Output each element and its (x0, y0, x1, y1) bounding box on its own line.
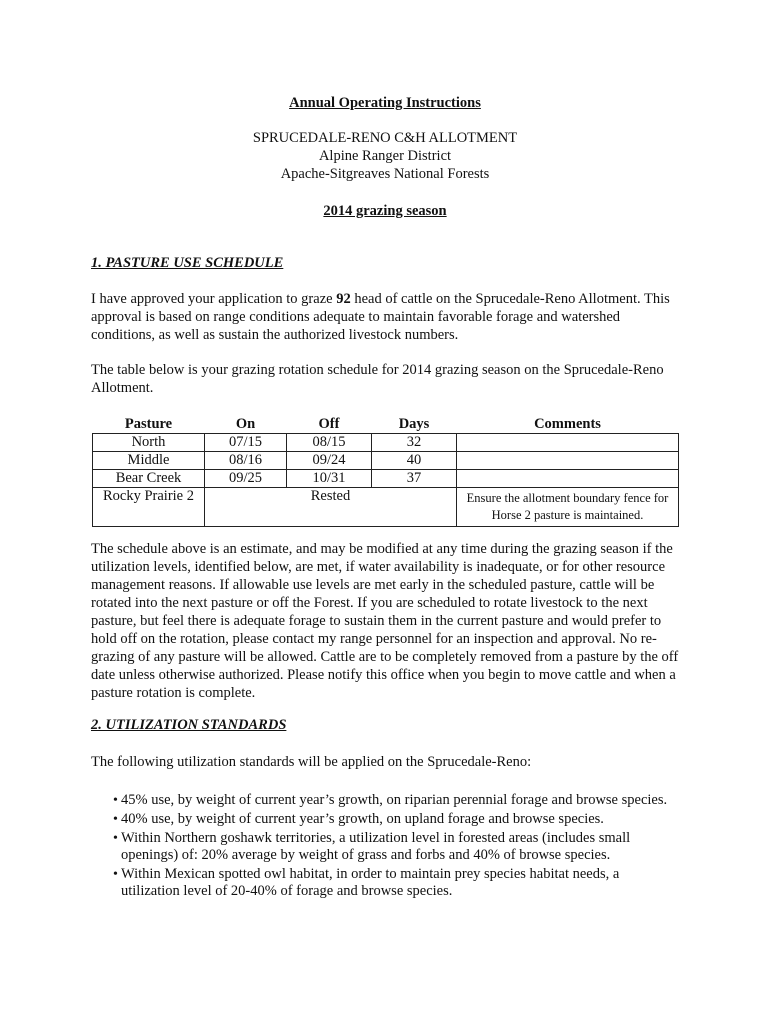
district-name: Alpine Ranger District (318, 148, 452, 164)
schedule-intro-paragraph: The table below is your grazing rotation schedule for 2014 grazing season on the Sprucedale-Reno Allotment. (91, 362, 664, 396)
list-item (91, 811, 681, 828)
cell-status-rested: Rested (205, 488, 457, 527)
header-on: On (235, 416, 256, 432)
season-title: 2014 grazing season (323, 203, 447, 219)
utilization-standards-list (91, 792, 681, 902)
table-row (93, 434, 679, 452)
allotment-name: SPRUCEDALE-RENO C&H ALLOTMENT (252, 130, 518, 146)
section2-heading: 2. UTILIZATION STANDARDS (91, 717, 287, 733)
cell-on: 07/15 (205, 434, 287, 452)
cell-pasture: North (93, 434, 205, 452)
approval-paragraph (91, 290, 687, 344)
section1-heading: 1. PASTURE USE SCHEDULE (91, 255, 284, 271)
document-title: Annual Operating Instructions (289, 95, 481, 111)
table-row (93, 452, 679, 470)
grazing-schedule-table (92, 414, 679, 527)
bullet-icon: • (113, 793, 118, 808)
header-off: Off (318, 416, 340, 432)
approval-text-start: I have approved your application to graze (91, 291, 337, 307)
list-item-text: 45% use, by weight of current year’s growth, on riparian perennial forage and browse species. (121, 792, 668, 808)
list-item (91, 830, 681, 864)
cell-days: 40 (372, 452, 457, 470)
forest-name: Apache-Sitgreaves National Forests (280, 166, 490, 182)
list-item-text: 40% use, by weight of current year’s growth, on upland forage and browse species. (121, 811, 604, 827)
utilization-intro: The following utilization standards will be applied on the Sprucedale-Reno: (91, 754, 532, 770)
approval-text-end: head of cattle on the Sprucedale-Reno Allotment. This approval is based on range conditions adequate to maintain favorable forage and watershed conditions, as well as sustain the authorized livestock numbers. (91, 291, 670, 343)
cell-comments (457, 434, 679, 452)
schedule-notes-paragraph: The schedule above is an estimate, and may be modified at any time during the grazing season if the utilization levels, identified below, are met, if water availability is inadequate, or for other resource management reasons. If allowable use levels are met early in the scheduled pasture, cattle will be rotated into the next pasture or off the Forest. If you are scheduled to rotate livestock to the next pasture, but feel there is adequate forage to sustain them in the current pasture and would prefer to hold off on the rotation, please contact my range personnel for an inspection and approval. No re-grazing of any pasture will be allowed. Cattle are to be completely removed from a pasture by the off date unless otherwise authorized. Please notify this office when you begin to move cattle and when a pasture rotation is complete. (91, 541, 679, 701)
header-comments: Comments (534, 416, 601, 432)
cell-days: 32 (372, 434, 457, 452)
list-item (91, 792, 681, 809)
cell-off: 08/15 (287, 434, 372, 452)
table-header-row (93, 414, 679, 434)
cell-on: 09/25 (205, 470, 287, 488)
table-row (93, 470, 679, 488)
cell-pasture: Bear Creek (93, 470, 205, 488)
cell-off: 09/24 (287, 452, 372, 470)
cell-comments (457, 452, 679, 470)
list-item (91, 866, 681, 900)
list-item-text: Within Northern goshawk territories, a utilization level in forested areas (includes small openings) of: 20% average by weight of grass and forbs and 40% of browse species. (121, 830, 631, 863)
cell-comments: Ensure the allotment boundary fence for Horse 2 pasture is maintained. (457, 488, 679, 527)
cell-pasture: Middle (93, 452, 205, 470)
cell-on: 08/16 (205, 452, 287, 470)
bullet-icon: • (113, 812, 118, 827)
cattle-count: 92 (336, 291, 351, 307)
cell-pasture: Rocky Prairie 2 (93, 488, 205, 527)
cell-comments (457, 470, 679, 488)
list-item-text: Within Mexican spotted owl habitat, in order to maintain prey species habitat needs, a utilization level of 20-40% of forage and browse species. (121, 866, 620, 899)
header-days: Days (398, 416, 430, 432)
bullet-icon: • (113, 831, 118, 846)
cell-off: 10/31 (287, 470, 372, 488)
cell-days: 37 (372, 470, 457, 488)
bullet-icon: • (113, 867, 118, 882)
table-row (93, 488, 679, 527)
header-pasture: Pasture (124, 416, 173, 432)
